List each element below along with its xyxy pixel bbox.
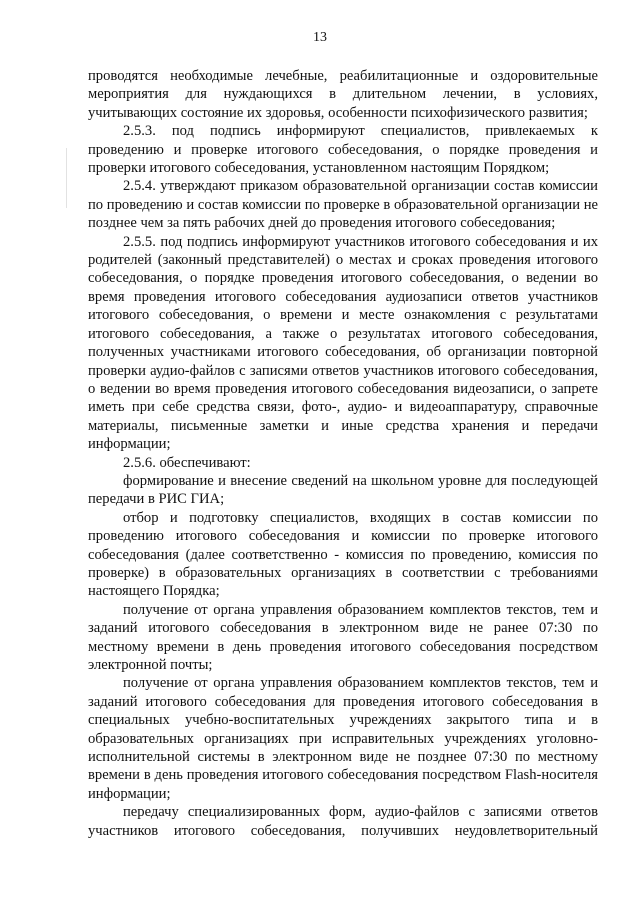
list-item-forms-transfer: передачу специализированных форм, аудио-файлов с записями ответов участников итогового собеседования, получивших неудовлетворительный bbox=[88, 804, 598, 839]
page-number: 13 bbox=[313, 30, 327, 45]
list-item-email-delivery: получение от органа управления образованием комплектов текстов, тем и заданий итогового собеседования в электронном виде не ранее 07:30 по местному времени в день проведения итогового собеседования посредством электронной почты; bbox=[88, 601, 598, 673]
paragraph-2-5-5: 2.5.5. под подпись информируют участников итогового собеседования и их родителей (законный представителей) о местах и сроках проведения итогового собеседования, о порядке проведения итогового собеседования, о ведении во время проведения итогового собеседования аудиозаписи ответов участников итогового собеседования, о времени и месте ознакомления с результатами итогового собеседования, а также о результатах итогового собеседования, полученных участниками итогового собеседования, об организации повторной проверки аудио-файлов с записями ответов участников итогового собеседования, о ведении во время проведения итогового собеседования видеозаписи, о запрете иметь при себе средства связи, фото-, аудио- и видеоаппаратуру, справочные материалы, письменные заметки и иные средства хранения и передачи информации; bbox=[88, 233, 598, 453]
paragraph-2-5-6: 2.5.6. обеспечивают: bbox=[123, 454, 251, 471]
paragraph-2-5-4: 2.5.4. утверждают приказом образовательной организации состав комиссии по проведению и состав комиссии по проверке в образовательной организации не позднее чем за пять рабочих дней до проведения итогового собеседования; bbox=[88, 178, 598, 232]
paragraph-2-5-3: 2.5.3. под подпись информируют специалистов, привлекаемых к проведению и проверке итогового собеседования, о порядке проведения и проверки итогового собеседования, установленном настоящим Порядком; bbox=[88, 123, 598, 177]
document-body bbox=[88, 67, 598, 840]
margin-mark bbox=[66, 148, 67, 208]
paragraph-continuation: проводятся необходимые лечебные, реабилитационные и оздоровительные мероприятия для нуждающихся в длительном лечении, в условиях, учитывающих состояние их здоровья, особенности психофизического развития; bbox=[88, 68, 598, 121]
list-item-flash-delivery: получение от органа управления образованием комплектов текстов, тем и заданий итогового собеседования для проведения итогового собеседования в специальных учебно-воспитательных учреждениях закрытого типа и в образовательных организациях при исправительных учреждениях уголовно-исполнительной системы в электронном виде не позднее 07:30 по местному времени в день проведения итогового собеседования посредством Flash-носителя информации; bbox=[88, 675, 598, 802]
list-item-ris-gia: формирование и внесение сведений на школьном уровне для последующей передачи в РИС ГИА; bbox=[88, 472, 598, 508]
list-item-specialists: отбор и подготовку специалистов, входящих в состав комиссии по проведению итогового собеседования и комиссии по проверке итогового собеседования (далее соответственно - комиссия по проведению, комиссия по проверке) в образовательных организациях в соответствии с требованиями настоящего Порядка; bbox=[88, 509, 598, 600]
